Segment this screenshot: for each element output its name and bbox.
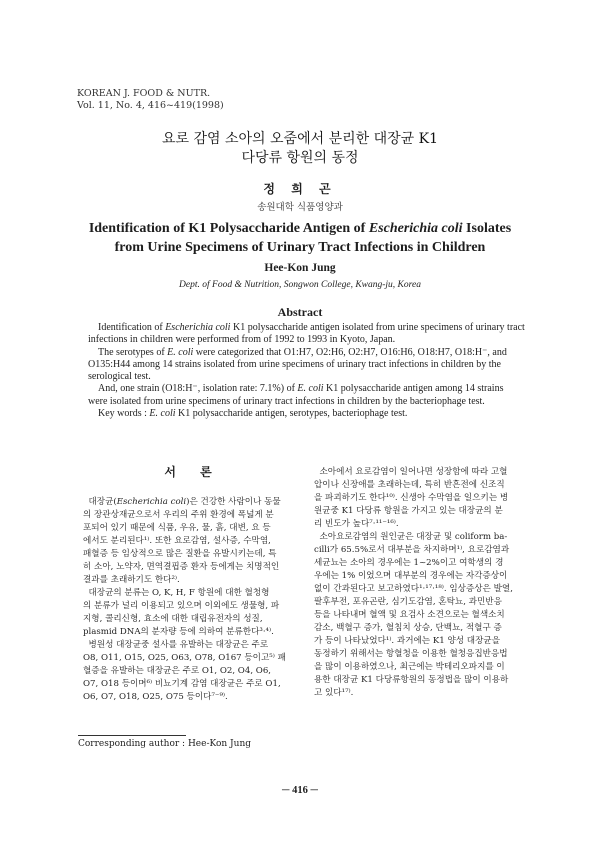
abstract-line: infections in children were performed from of 1992 to 1993 in Kyoto, Japan. (88, 334, 396, 346)
body-line (314, 466, 544, 479)
species: Escherichia coli (116, 497, 187, 507)
body-line: O8, O11, O15, O25, O63, O78, O167 등이고⁵⁾ 패 (83, 653, 286, 663)
body-line: 혈증을 유발하는 대장균은 주로 O1, O2, O4, O6, (83, 666, 272, 676)
body-line: 원균중 K1 다당류 항원을 가지고 있는 대장균의 분 (314, 506, 503, 516)
body-line: 의 장관상재균으로서 우리의 주위 환경에 폭넓게 분 (83, 510, 274, 520)
body-line: 가 등이 나타났었다¹⁾. 과거에는 K1 양성 대장균을 (314, 636, 500, 646)
abstract-line: serological test. (88, 371, 151, 383)
body-line: 감소, 백혈구 증가, 혈침치 상승, 단백뇨, 적혈구 증 (314, 623, 502, 633)
text: K1 polysaccharide antigen isolated from urine specimens of urinary tract (230, 322, 525, 333)
text: 소아요로감염의 원인균은 대장균 및 coliform ba- (319, 532, 508, 542)
title-text: Identification of K1 Polysaccharide Antigen of (88, 221, 369, 236)
body-line: 압이나 신장애를 초래하는데, 특히 반흔전에 신조직 (314, 480, 505, 490)
body-line: 을 많이 이용하였으나, 최근에는 박테리오파지를 이 (314, 662, 505, 672)
english-affiliation: Dept. of Food & Nutrition, Songwon College, Kwang-ju, Korea (179, 280, 421, 290)
body-line: O7, O18 등이며⁶⁾ 비뇨기계 감염 대장균은 주로 O1, (83, 679, 281, 689)
body-line: 에서도 분리된다¹⁾. 또한 요로감염, 설사증, 수막염, (83, 536, 271, 546)
journal-reference (77, 88, 224, 112)
left-column (83, 496, 305, 704)
body-line: 팔후부전, 포유곤란, 심기도감염, 혼탁뇨, 과민반응 (314, 597, 502, 607)
korean-title-line-2: 다당류 항원의 동정 (241, 150, 359, 166)
body-line: 포되어 있기 때문에 식품, 우유, 물, 흙, 대변, 요 등 (83, 523, 271, 533)
text: 대장균의 분류는 O, K, H, F 항원에 대한 혈청형 (88, 588, 270, 598)
abstract-heading: Abstract (277, 305, 323, 319)
species: E. coli (149, 408, 176, 420)
footnote-divider (78, 735, 186, 736)
body-line (314, 531, 544, 544)
body-line: 지형, 콜리신형, 효소에 대한 대립유전자의 성질, (83, 614, 263, 624)
body-line: 의 분류가 널리 이용되고 있으며 이외에도 생물형, 파 (83, 601, 280, 611)
english-title (0, 219, 600, 257)
text: Key words : (98, 408, 150, 420)
body-line: 리 빈도가 높다⁷·¹¹⁻¹⁶⁾. (314, 519, 399, 529)
journal-name: KOREAN J. FOOD & NUTR. (77, 88, 211, 99)
body-line (83, 639, 305, 652)
text: )은 건강한 사람이나 동물 (186, 497, 281, 507)
text: were categorized that O1:H7, O2:H6, O2:H7, O16:H6, O18:H7, O18:H⁻, and (193, 346, 507, 358)
korean-title (0, 130, 600, 168)
right-column (314, 466, 544, 700)
species: Escherichia coli (165, 322, 231, 333)
abstract-line (88, 322, 534, 334)
body-line: 히 소아, 노약자, 면역결핍증 환자 등에게는 치명적인 (83, 562, 280, 572)
abstract-line (88, 383, 534, 395)
abstract-line (88, 347, 534, 359)
text: And, one strain (O18:H⁻, isolation rate: 7.1%) of (98, 383, 298, 395)
english-title-line-2: from Urine Specimens of Urinary Tract Infections in Children (114, 240, 486, 255)
page-number: ─ 416 ─ (282, 785, 318, 796)
body-line: 우에는 1% 이었으며 대부분의 경우에는 자각증상이 (314, 571, 508, 581)
body-line: cilli가 65.5%로서 대부분을 차지하며¹⁾, 요로감염과 (314, 545, 510, 555)
abstract-line: were isolated from urine specimens of urinary tract infections in children by the bacteriophage test. (88, 395, 485, 407)
keywords-line (88, 408, 534, 420)
text: K1 polysaccharide antigen among 14 strains (323, 383, 504, 395)
english-title-line-1 (0, 219, 600, 238)
text: 소아에서 요로감염이 일어나면 성장함에 따라 고혈 (319, 467, 508, 477)
body-line: 결과를 초래하기도 한다²⁾. (83, 575, 180, 585)
journal-volume: Vol. 11, No. 4, 416~419(1998) (77, 100, 224, 111)
body-line (83, 496, 305, 509)
body-line (83, 587, 305, 600)
body-line: 동정하기 위해서는 항혈청을 이용한 혈청응집반응법 (314, 649, 508, 659)
abstract-body (88, 322, 534, 420)
body-line: 등을 나타내며 혈액 및 요검사 소견으로는 혈색소치 (314, 610, 505, 620)
body-line: O6, O7, O18, O25, O75 등이다⁷⁻⁹⁾. (83, 692, 228, 702)
body-line: 고 있다¹⁷⁾. (314, 688, 354, 698)
english-author: Hee-Kon Jung (264, 262, 336, 274)
korean-affiliation: 송원대학 식품영양과 (257, 202, 343, 213)
text: Identification of (98, 322, 166, 333)
body-line: 을 파괴하기도 한다¹⁰⁾. 신생아 수막염을 일으키는 병 (314, 493, 509, 503)
text: 병원성 대장균중 설사를 유발하는 대장균은 주로 (88, 640, 269, 650)
body-line: 패혈증 등 임상적으로 많은 질환을 유발시키는데, 특 (83, 549, 277, 559)
body-line: 없이 간과된다고 보고하였다¹·¹⁷·¹⁸⁾. 임상증상은 발열, (314, 584, 513, 594)
text: The serotypes of (98, 346, 168, 358)
text: 대장균( (88, 497, 117, 507)
abstract-line: O135:H44 among 14 strains isolated from urine specimens of urinary tract infections in children by the (88, 358, 501, 370)
body-line: plasmid DNA의 분자량 등에 의하여 분류한다³·⁴⁾. (83, 627, 274, 637)
title-species: Escherichia coli (368, 221, 463, 236)
body-line: 세균뇨는 소아의 경우에는 1~2%이고 여학생의 경 (314, 558, 504, 568)
title-text: Isolates (462, 221, 512, 236)
corresponding-author-note: Corresponding author : Hee-Kon Jung (78, 739, 251, 749)
body-line: 용한 대장균 K1 다당류항원의 동정법을 많이 이용하 (314, 675, 509, 685)
korean-author: 정 희 곤 (263, 182, 337, 196)
text: K1 polysaccharide antigen, serotypes, bacteriophage test. (175, 408, 408, 420)
introduction-heading: 서 론 (164, 465, 222, 479)
species: E. coli (167, 346, 194, 358)
species: E. coli (297, 383, 324, 395)
korean-title-line-1: 요로 감염 소아의 오줌에서 분리한 대장균 K1 (162, 131, 438, 147)
